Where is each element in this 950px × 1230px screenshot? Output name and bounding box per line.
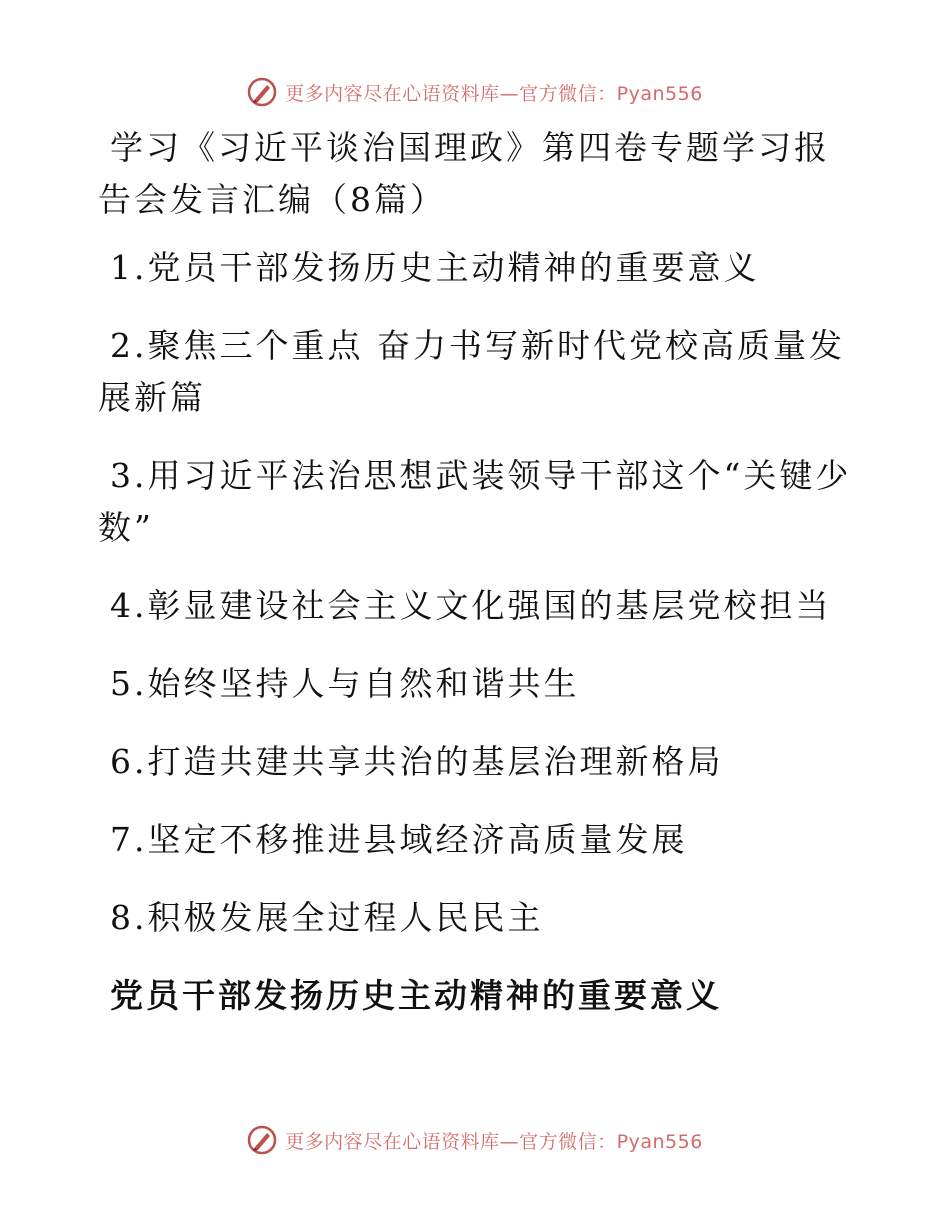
document-body [98, 122, 858, 1022]
toc-item-1: 1.党员干部发扬历史主动精神的重要意义 [110, 248, 760, 287]
table-of-contents [98, 242, 858, 944]
pen-logo-icon [247, 1125, 277, 1155]
watermark-text: 更多内容尽在心语资料库—官方微信：Pyan556 [285, 82, 703, 105]
toc-item-4: 4.彰显建设社会主义文化强国的基层党校担当 [110, 586, 832, 625]
toc-item-2: 2.聚焦三个重点 奋力书写新时代党校高质量发展新篇 [98, 326, 845, 417]
watermark-text: 更多内容尽在心语资料库—官方微信：Pyan556 [285, 1130, 703, 1153]
toc-item-3: 3.用习近平法治思想武装领导干部这个“关键少数” [98, 456, 852, 547]
pen-logo-icon [247, 77, 277, 107]
toc-item-5: 5.始终坚持人与自然和谐共生 [110, 664, 580, 703]
toc-item-8: 8.积极发展全过程人民民主 [110, 898, 544, 937]
watermark-footer [0, 1120, 950, 1160]
toc-item-7: 7.坚定不移推进县域经济高质量发展 [110, 820, 688, 859]
section-heading: 党员干部发扬历史主动精神的重要意义 [110, 976, 722, 1015]
watermark-header [0, 72, 950, 112]
document-title: 学习《习近平谈治国理政》第四卷专题学习报告会发言汇编（8篇） [98, 128, 830, 219]
toc-item-6: 6.打造共建共享共治的基层治理新格局 [110, 742, 724, 781]
